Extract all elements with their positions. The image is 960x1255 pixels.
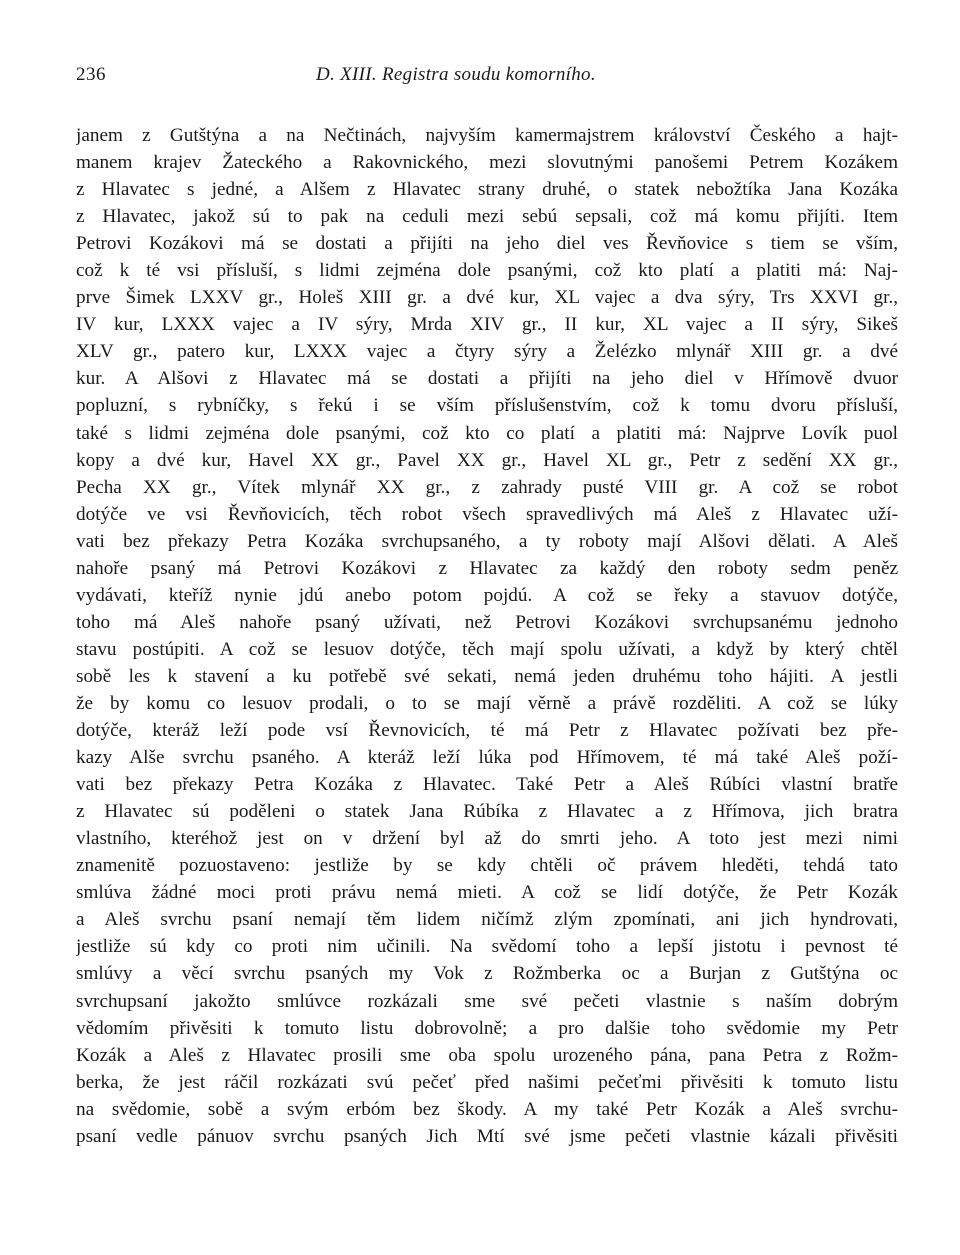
text-line: vydávati, kteříž nynie jdú anebo potom pojdú. A což se řeky a stavuov dotýče, [76,584,898,606]
text-line: což k té vsi přísluší, s lidmi zejména dole psanými, což kto platí a platiti má: Naj- [76,260,898,282]
text-line: že by komu co lesuov prodali, o to se mají věrně a právě rozděliti. A což se lúky [76,692,898,714]
text-line: jestliže sú kdy co proti nim učinili. Na svědomí toho a lepší jistotu i pevnost té [76,936,898,958]
text-line: toho má Aleš nahoře psaný užívati, než Petrovi Kozákovi svrchupsanému jednoho [76,611,898,633]
text-line: smlúva žádné moci proti právu nemá mieti. A což se lidí dotýče, že Petr Kozák [76,882,898,904]
page-number: 236 [76,64,106,85]
text-line: kopy a dvé kur, Havel XX gr., Pavel XX gr., Havel XL gr., Petr z sedění XX gr., [76,449,898,471]
text-line: nahoře psaný má Petrovi Kozákovi z Hlavatec za každý den roboty sedm peněz [76,557,898,579]
text-line: dotýče, kteráž leží pode vsí Řevnovicích, té má Petr z Hlavatec požívati bez pře- [76,720,898,742]
text-line: psaní vedle pánuov svrchu psaných Jich Mtí své jsme pečeti vlastnie kázali přivěsiti [76,1125,898,1147]
text-line: z Hlavatec sú poděleni o statek Jana Rúbíka z Hlavatec a z Hřímova, jich bratra [76,801,898,823]
text-line: XLV gr., patero kur, LXXX vajec a čtyry sýry a Želézko mlynář XIII gr. a dvé [76,341,898,363]
text-line: Kozák a Aleš z Hlavatec prosili sme oba spolu urozeného pána, pana Petra z Rožm- [76,1044,898,1066]
text-line: znamenitě pozuostaveno: jestliže by se kdy chtěli oč právem hleděti, tehdá tato [76,855,898,877]
running-head: D. XIII. Registra soudu komorního. [316,64,596,85]
text-line: vati bez překazy Petra Kozáka svrchupsaného, a ty roboty mají Alšovi dělati. A Aleš [76,530,898,552]
text-line: Petrovi Kozákovi má se dostati a přijíti na jeho diel ves Řevňovice s tiem se vším, [76,233,898,255]
text-line: svrchupsaní jakožto smlúvce rozkázali sme své pečeti vlastnie s naším dobrým [76,990,898,1012]
text-line: kur. A Alšovi z Hlavatec má se dostati a přijíti na jeho diel v Hřímově dvuor [76,368,898,390]
text-line: z Hlavatec, jakož sú to pak na ceduli mezi sebú sepsali, což má komu přijíti. Item [76,206,898,228]
text-line: také s lidmi zejména dole psanými, což kto co platí a platiti má: Najprve Lovík puol [76,422,898,444]
text-line: popluzní, s rybníčky, s řekú i se vším příslušenstvím, což k tomu dvoru přísluší, [76,395,898,417]
text-line: IV kur, LXXX vajec a IV sýry, Mrda XIV gr., II kur, XL vajec a II sýry, Sikeš [76,314,898,336]
text-line: stavu postúpiti. A což se lesuov dotýče, těch mají spolu užívati, a když by který chtěl [76,638,898,660]
text-line: a Aleš svrchu psaní nemají těm lidem ničímž zlým zpomínati, ani jich hyndrovati, [76,909,898,931]
page-header [76,64,898,92]
text-line: janem z Gutštýna a na Nečtinách, najvyším kamermajstrem království Českého a hajt- [76,125,898,146]
book-page [76,64,898,1150]
text-line: prve Šimek LXXV gr., Holeš XIII gr. a dvé kur, XL vajec a dva sýry, Trs XXVI gr., [76,287,898,309]
text-line: Pecha XX gr., Vítek mlynář XX gr., z zahrady pusté VIII gr. A což se robot [76,476,898,498]
text-line: dotýče ve vsi Řevňovicích, těch robot všech spravedlivých má Aleš z Hlavatec uží- [76,503,898,525]
text-line: manem krajev Žateckého a Rakovnického, mezi slovutnými panošemi Petrem Kozákem [76,152,898,174]
text-line: vati bez překazy Petra Kozáka z Hlavatec. Také Petr a Aleš Rúbíci vlastní bratře [76,774,898,796]
text-line: berka, že jest ráčil rozkázati svú pečeť před našimi pečeťmi přivěsiti k tomuto listu [76,1071,898,1093]
text-line: sobě les k stavení a ku potřebě své sekati, nemá jeden druhému toho hájiti. A jestli [76,665,898,687]
text-line: kazy Alše svrchu psaného. A kteráž leží lúka pod Hřímovem, té má také Aleš poží- [76,747,898,769]
text-line: smlúvy a věcí svrchu psaných my Vok z Rožmberka oc a Burjan z Gutštýna oc [76,963,898,985]
text-line: vlastního, kteréhož jest on v držení byl až do smrti jeho. A toto jest mezi nimi [76,828,898,850]
text-line: vědomím přivěsiti k tomuto listu dobrovolně; a pro dalšie toho svědomie my Petr [76,1017,898,1039]
text-line: na svědomie, sobě a svým erbóm bez škody. A my také Petr Kozák a Aleš svrchu- [76,1098,898,1120]
body-text [76,122,898,1150]
text-line: z Hlavatec s jedné, a Alšem z Hlavatec strany druhé, o statek nebožtíka Jana Kozáka [76,179,898,201]
